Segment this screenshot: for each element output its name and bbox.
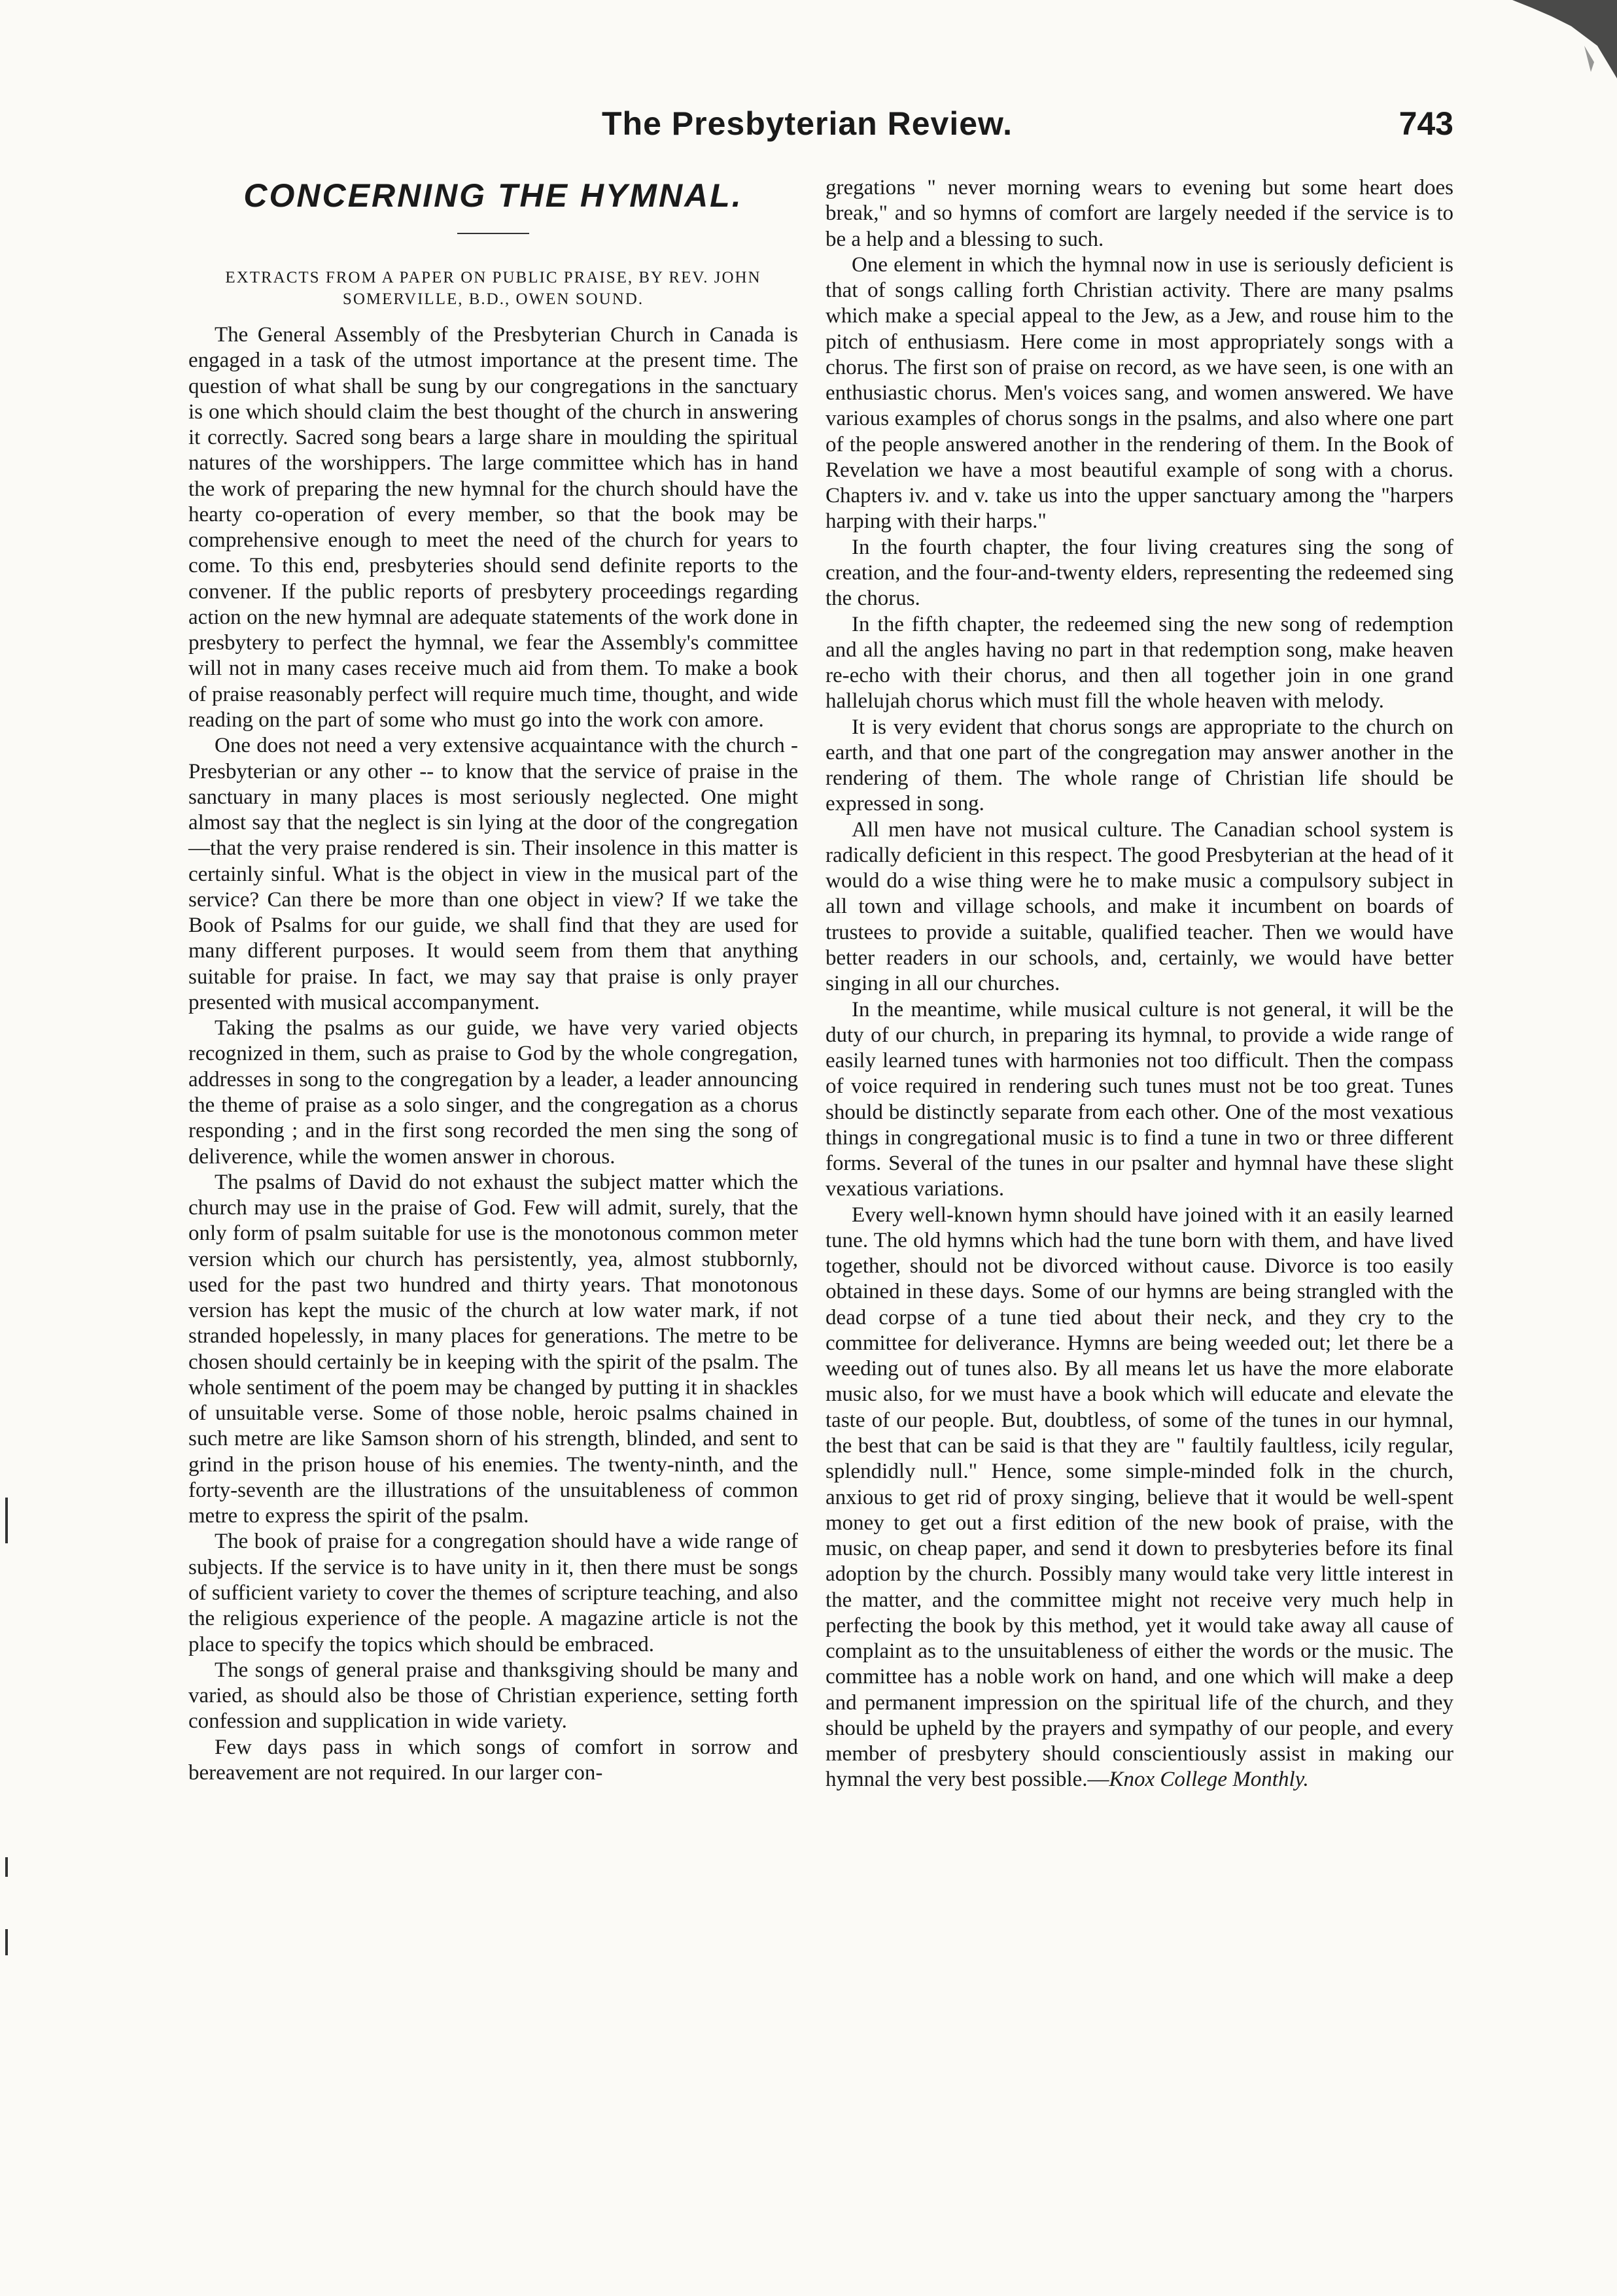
article-title: CONCERNING THE HYMNAL.	[243, 177, 743, 214]
article-paragraph: One element in which the hymnal now in use is seriously deficient is that of songs calling forth Christian activity. There are many psalms which make a special appeal to the Jew, as a Jew, and rouse him to the pitch of enthusiasm. Here come in most appropriately songs with a chorus. The first son of praise on record, as we have seen, is one with an enthusiastic chorus. Men's voices sang, and women answered. We have various examples of chorus songs in the psalms, and also where one part of the people answered another in the rendering of them. In the Book of Revelation we have a most beautiful example of song with a chorus. Chapters iv. and v. take us into the upper sanctuary among the "harpers harping with their harps."	[826, 252, 1453, 534]
article-paragraph	[826, 1203, 1453, 1793]
page-number: 743	[1399, 105, 1453, 142]
scan-margin-line	[5, 1498, 8, 1543]
title-divider	[457, 233, 529, 234]
article-paragraph: Few days pass in which songs of comfort in sorrow and bereavement are not required. In our larger con-	[188, 1735, 798, 1785]
article-source: Knox College Monthly.	[1109, 1768, 1309, 1792]
article-paragraph: In the meantime, while musical culture is not general, it will be the duty of our church, in preparing its hymnal, to provide a wide range of easily learned tunes with harmonies not too difficult. Then the compass of voice required in rendering such tunes must not be too great. Tunes should be distinctly separate from each other. One of the most vexatious things in congregational music is to find a tune in two or three different forms. Several of the tunes in our psalter and hymnal have these slight vexatious variations.	[826, 997, 1453, 1201]
article-paragraph: The General Assembly of the Presbyterian Church in Canada is engaged in a task of the utmost importance at the present time. The question of what shall be sung by our congregations in the sanctuary is one which should claim the best thought of the church in answering it correctly. Sacred song bears a large share in moulding the spiritual natures of the worshippers. The large committee which has in hand the work of preparing the new hymnal for the church should have the hearty co-operation of every member, so that the book may be comprehensive enough to meet the need of the church for years to come. To this end, presbyteries should send definite reports to the convener. If the public reports of presbytery proceedings regarding action on the new hymnal are adequate statements of the work done in presbytery to perfect the hymnal, we fear the Assembly's committee will not in many cases receive much aid from them. To make a book of praise reasonably perfect will require much time, thought, and wide reading on the part of some who must go into the work con amore.	[188, 323, 798, 732]
article-paragraph: The psalms of David do not exhaust the subject matter which the church may use in the praise of God. Few will admit, surely, that the only form of psalm suitable for use is the monotonous common meter version which our church has persistently, yea, almost stubbornly, used for the past two hundred and thirty years. That monotonous version has kept the music of the church at low water mark, if not stranded hopelessly, in many places for generations. The metre to be chosen should certainly be in keeping with the spirit of the psalm. The whole sentiment of the poem may be changed by putting it in shackles of unsuitable verse. Some of those noble, heroic psalms chained in such metre are like Samson shorn of his strength, blinded, and sent to grind in the prison house of his enemies. The twenty-ninth, and the forty-seventh are the illustrations of the unsuitableness of common metre to express the spirit of the psalm.	[188, 1170, 798, 1528]
right-column	[826, 175, 1453, 1793]
article-paragraph: One does not need a very extensive acquaintance with the church - Presbyterian or any other -- to know that the service of praise in the sanctuary in many places is most seriously neglected. One might almost say that the neglect is sin lying at the door of the congregation —that the very praise rendered is sin. Their insolence in this matter is certainly sinful. What is the object in view in the musical part of the service? Can there be more than one object in view? If we take the Book of Psalms for our guide, we shall find that they are used for many different purposes. It would seem from them that anything suitable for praise. In fact, we may say that praise is only prayer presented with musical accompanyment.	[188, 734, 798, 1014]
article-paragraph: The book of praise for a congregation should have a wide range of subjects. If the service is to have unity in it, then there must be songs of sufficient variety to cover the themes of scripture teaching, and also the religious experience of the people. A magazine article is not the place to specify the topics which should be embraced.	[188, 1530, 798, 1656]
article-paragraph: gregations " never morning wears to evening but some heart does break," and so hymns of comfort are largely needed if the service is to be a help and a blessing to such.	[826, 176, 1453, 251]
scan-corner-damage	[1486, 0, 1617, 92]
journal-title: The Presbyterian Review.	[602, 105, 1013, 142]
article-paragraph: In the fourth chapter, the four living creatures sing the song of creation, and the four-and-twenty elders, representing the redeemed sing the chorus.	[826, 535, 1453, 611]
article-paragraph: In the fifth chapter, the redeemed sing the new song of redemption and all the angles having no part in that redemption song, make heaven re-echo with their chorus, and then all together join in one grand hallelujah chorus which must fill the whole heaven with melody.	[826, 612, 1453, 713]
article-paragraph: Taking the psalms as our guide, we have very varied objects recognized in them, such as praise to God by the whole congregation, addresses in song to the congregation by a leader, a leader announcing the theme of praise as a solo singer, and the congregation as a chorus responding ; and in the first song recorded the men sing the song of deliverence, while the women answer in chorous.	[188, 1016, 798, 1169]
article-paragraph: It is very evident that chorus songs are appropriate to the church on earth, and that one part of the congregation may answer another in the rendering of them. The whole range of Christian life should be expressed in song.	[826, 715, 1453, 816]
article-paragraph: All men have not musical culture. The Canadian school system is radically deficient in this respect. The good Presbyterian at the head of it would do a wise thing were he to make music a compulsory subject in all town and village schools, and make it incumbent on boards of trustees to provide a suitable, qualified teacher. Then we would have better readers in our schools, and, certainly, we would have better singing in all our churches.	[826, 817, 1453, 996]
article-byline: EXTRACTS FROM A PAPER ON PUBLIC PRAISE, BY REV. JOHN SOMERVILLE, B.D., OWEN SOUND.	[225, 268, 761, 309]
article-paragraph: The songs of general praise and thanksgiving should be many and varied, as should also be those of Christian experience, setting forth confession and supplication in wide variety.	[188, 1658, 798, 1734]
scan-margin-line	[5, 1929, 8, 1955]
scan-margin-line	[5, 1857, 8, 1877]
final-paragraph-text: Every well-known hymn should have joined with it an easily learned tune. The old hymns which had the tune born with them, and have lived together, should not be divorced without cause. Divorce is too easily obtained in these days. Some of our hymns are being strangled with the dead corpse of a tune tied about their neck, and they cry to the committee for deliverance. Hymns are being weeded out; let there be a weeding out of tunes also. By all means let us have the more elaborate music also, for we must have a book which will educate and elevate the taste of our people. But, doubtless, of some of the tunes in our hymnal, the best that can be said is that they are " faultily faultless, icily regular, splendidly null." Hence, some simple-minded folk in the church, anxious to get rid of proxy singing, believe that it would be well-spent money to get out a first edition of the new book of praise, with the music, on cheap paper, and send it down to presbyteries before its final adoption by the church. Possibly many would take very little interest in the matter, and the committee might not receive very much help in perfecting the book by this method, yet it would take away all cause of complaint as to the unsuitableness of either the words or the music. The committee has a noble work on hand, and one which will make a deep and permanent impression on the spiritual life of the church, and they should be upheld by the prayers and sympathy of our people, and every member of presbytery should conscientiously assist in making our hymnal the very best possible.—	[826, 1203, 1453, 1792]
page-header	[602, 105, 1453, 157]
left-column	[188, 177, 798, 1786]
